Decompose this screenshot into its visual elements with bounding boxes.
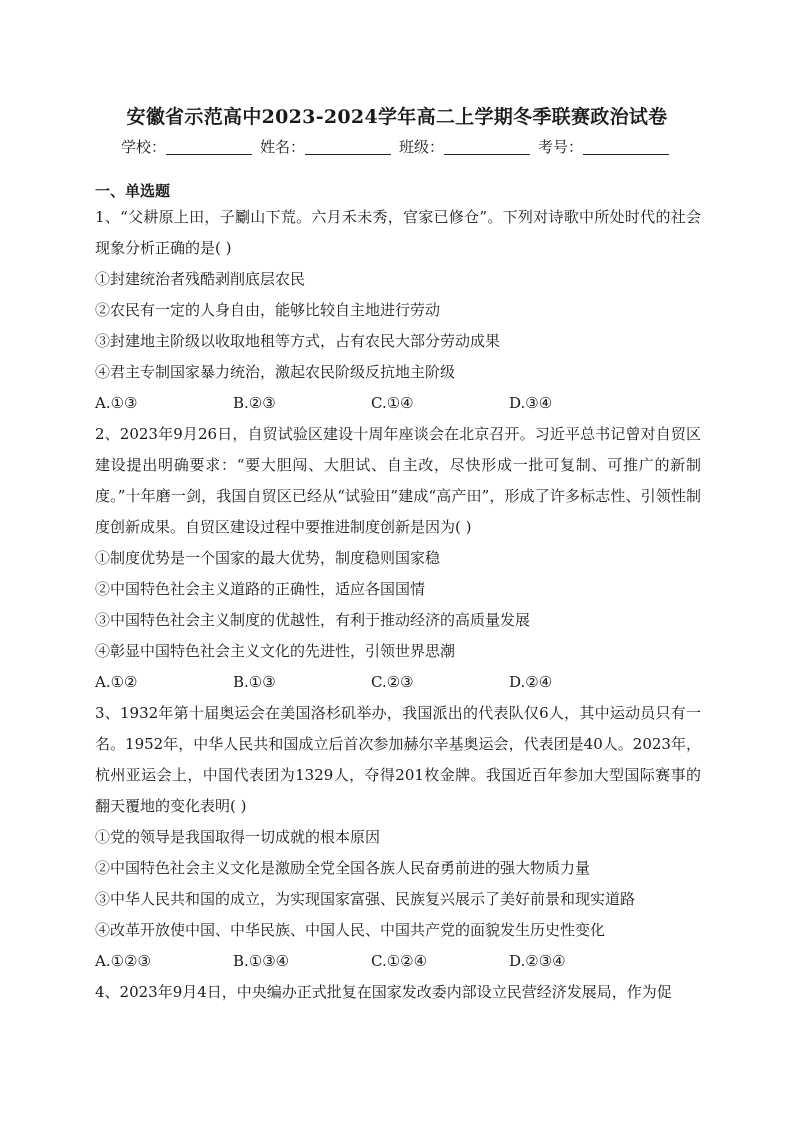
class-blank (444, 138, 530, 155)
exam-title: 安徽省示范高中2023-2024学年高二上学期冬季联赛政治试卷 (126, 106, 668, 128)
school-field (121, 136, 256, 157)
answer-a: A.①②③ (95, 952, 151, 970)
answer-d: D.②④ (509, 673, 553, 691)
statement: ③封建地主阶级以收取地租等方式，占有农民大部分劳动成果 (95, 332, 501, 350)
question-2 (95, 419, 701, 698)
answer-d: D.③④ (509, 394, 553, 412)
statement: ①制度优势是一个国家的最大优势，制度稳则国家稳 (95, 549, 441, 567)
exam-number-blank (583, 138, 669, 155)
statement: ③中华人民共和国的成立，为实现国家富强、民族复兴展示了美好前景和现实道路 (95, 890, 636, 908)
exam-number-label: 考号： (538, 138, 584, 156)
statement: ③中国特色社会主义制度的优越性，有利于推动经济的高质量发展 (95, 611, 531, 629)
answer-b: B.①③④ (233, 952, 290, 970)
answer-d: D.②③④ (509, 952, 566, 970)
class-label: 班级： (399, 138, 445, 156)
school-label: 学校： (120, 138, 166, 156)
answer-choices (95, 946, 701, 977)
statement: ①封建统治者残酷剥削底层农民 (95, 270, 306, 288)
statement: ④彰显中国特色社会主义文化的先进性，引领世界思潮 (95, 642, 456, 660)
section-title: 一、单选题 (95, 182, 171, 200)
exam-number-field (538, 136, 673, 157)
statement: ①党的领导是我国取得一切成就的根本原因 (95, 828, 381, 846)
questions-list (95, 202, 701, 1008)
question-stem: 1、“父耕原上田，子劚山下荒。六月禾未秀，官家已修仓”。下列对诗歌中所处时代的社会现象分析正确的是( ) (95, 208, 701, 257)
class-field (399, 136, 534, 157)
question-4 (95, 977, 701, 1008)
statement: ④君主专制国家暴力统治，激起农民阶级反抗地主阶级 (95, 363, 456, 381)
question-stem: 3、1932年第十届奥运会在美国洛杉矶举办，我国派出的代表队仅6人，其中运动员只有一名。1952年，中华人民共和国成立后首次参加赫尔辛基奥运会，代表团是40人。2023年，杭州亚运会上，中国代表团为1329人，夺得201枚金牌。我国近百年参加大型国际赛事的翻天覆地的变化表明( ) (95, 704, 701, 815)
question-stem: 4、2023年9月4日，中央编办正式批复在国家发改委内部设立民营经济发展局，作为促 (95, 983, 672, 1001)
school-blank (166, 138, 252, 155)
answer-choices (95, 667, 701, 698)
statement: ②农民有一定的人身自由，能够比较自主地进行劳动 (95, 301, 441, 319)
question-1 (95, 202, 701, 419)
answer-c: C.①②④ (371, 952, 428, 970)
answer-c: C.①④ (371, 394, 414, 412)
answer-a: A.①② (95, 673, 138, 691)
name-label: 姓名： (259, 138, 305, 156)
answer-b: B.①③ (233, 673, 276, 691)
statement: ④改革开放使中国、中华民族、中国人民、中国共产党的面貌发生历史性变化 (95, 921, 606, 939)
statement: ②中国特色社会主义道路的正确性，适应各国国情 (95, 580, 426, 598)
answer-c: C.②③ (371, 673, 414, 691)
student-info-row (0, 136, 794, 157)
name-field (260, 136, 395, 157)
answer-a: A.①③ (95, 394, 138, 412)
name-blank (305, 138, 391, 155)
question-stem: 2、2023年9月26日，自贸试验区建设十周年座谈会在北京召开。习近平总书记曾对自贸区建设提出明确要求：“要大胆闯、大胆试、自主改，尽快形成一批可复制、可推广的新制度。”十年磨一剑，我国自贸区已经从“试验田”建成“高产田”，形成了许多标志性、引领性制度创新成果。自贸区建设过程中要推进制度创新是因为( ) (95, 425, 701, 536)
statement: ②中国特色社会主义文化是激励全党全国各族人民奋勇前进的强大物质力量 (95, 859, 591, 877)
answer-b: B.②③ (233, 394, 276, 412)
answer-choices (95, 388, 701, 419)
question-3 (95, 698, 701, 977)
